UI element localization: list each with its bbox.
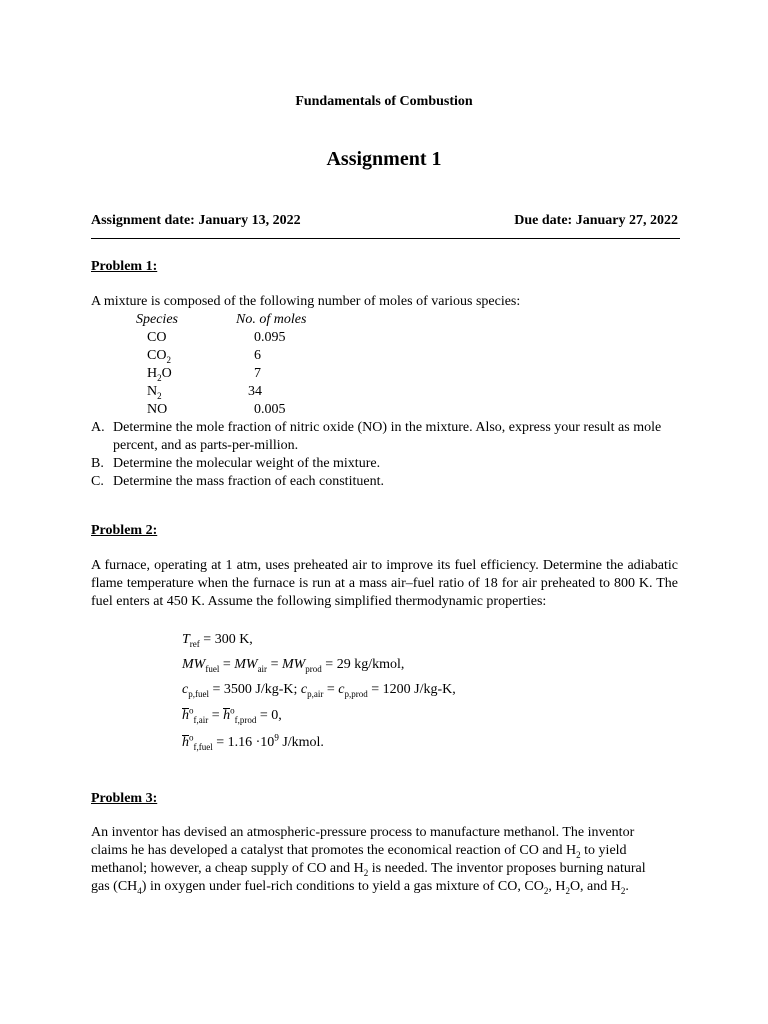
moles-cell: 0.005 <box>254 402 286 417</box>
header-divider <box>91 238 680 239</box>
problem-3-line: gas $(CH_4)$ in oxygen under fuel-rich conditions to yield a gas mixture of CO, $CO_2$, $H_2O$, and $H_2$. <box>91 879 629 896</box>
equation-hf-fuel: $h^o_{f,fuel} = 1.16 \cdot 10^9$ J/kmol. <box>182 732 324 752</box>
moles-cell: 6 <box>254 348 261 363</box>
species-header: Species <box>136 312 178 327</box>
equation-cp: $c_{p,fuel} = 3500$ J/kg-K; $c_{p,air} = c_{p,prod} = 1200$ J/kg-K, <box>182 682 456 699</box>
species-cell: NO <box>147 402 168 417</box>
assignment-title: Assignment 1 <box>326 148 442 170</box>
list-item: A. Determine the mole fraction of nitric oxide (NO) in the mixture. Also, express your result as mole percent, and as parts-per-million. <box>91 420 662 453</box>
moles-cell: 34 <box>248 384 262 399</box>
problem-3-title: Problem 3: <box>91 791 158 806</box>
problem-3-line: claims he has developed a catalyst that promotes the economical reaction of CO and $H_2$ to yield <box>91 843 627 860</box>
list-item: B. Determine the molecular weight of the mixture. <box>91 456 381 471</box>
equation-mw: $MW_{fuel} = MW_{air} = MW_{prod} = 29$ kg/kmol, <box>182 657 405 674</box>
moles-cell: 7 <box>254 366 261 381</box>
moles-cell: 0.095 <box>254 330 286 345</box>
problem-2-title: Problem 2: <box>91 523 158 538</box>
species-cell: $H_2O$ <box>147 366 172 383</box>
problem-1-questions <box>91 419 681 491</box>
dates-row <box>91 213 678 229</box>
species-cell: $N_2$ <box>147 384 162 401</box>
species-cell: $CO_2$ <box>147 348 171 365</box>
equation-hf-air-prod: $h^o_{f,air} = h^o_{f,prod} = 0$, <box>182 705 282 725</box>
equation-tref: $T_{ref} = 300$ K, <box>182 632 253 649</box>
problem-2-text: A furnace, operating at 1 atm, uses preheated air to improve its fuel efficiency. Determine the adiabatic flame temperature when the furnace is run at a mass air–fuel ratio of 18 for air preheated to 800 K. The fuel enters at 450 K. Assume the following simplified thermodynamic properties: <box>91 558 678 609</box>
moles-header: No. of moles <box>236 312 307 327</box>
species-cell: CO <box>147 330 167 345</box>
problem-1-intro: A mixture is composed of the following number of moles of various species: <box>91 294 521 309</box>
due-date: Due date: January 27, 2022 <box>514 213 678 228</box>
problem-1-title: Problem 1: <box>91 259 158 274</box>
problem-3-line: An inventor has devised an atmospheric-pressure process to manufacture methanol. The inventor <box>91 825 635 840</box>
problem-3-line: methanol; however, a cheap supply of CO and $H_2$ is needed. The inventor proposes burning natural <box>91 861 646 878</box>
assignment-date: Assignment date: January 13, 2022 <box>91 213 301 228</box>
list-item: C. Determine the mass fraction of each constituent. <box>91 474 384 489</box>
course-title: Fundamentals of Combustion <box>295 94 473 109</box>
